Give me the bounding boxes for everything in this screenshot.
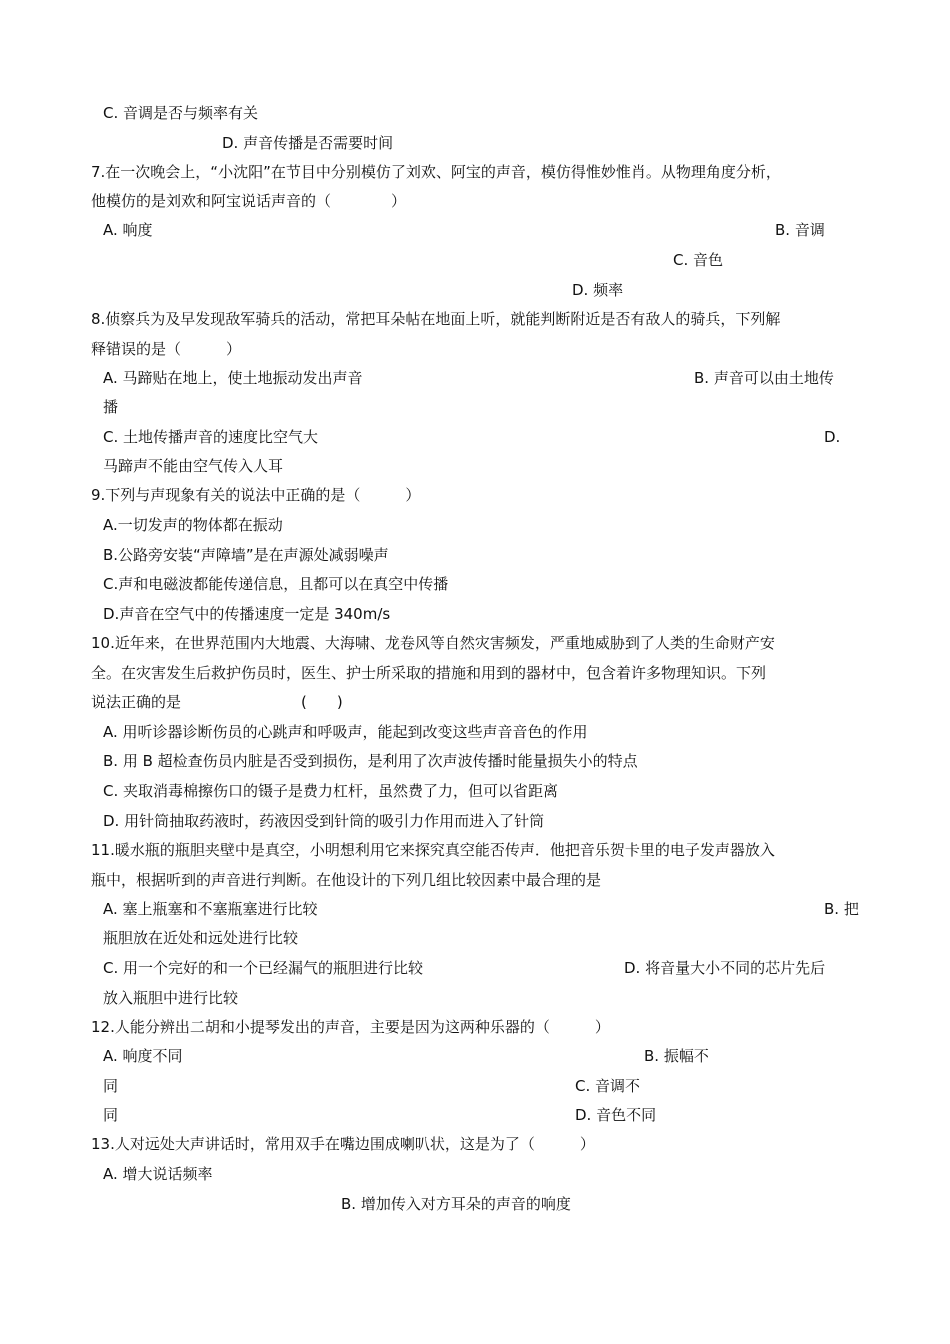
q12-option-b: B. 振幅不 bbox=[644, 1047, 709, 1065]
q13-option-a: A. 增大说话频率 bbox=[103, 1165, 213, 1183]
q9-stem: 9.下列与声现象有关的说法中正确的是（ ） bbox=[91, 486, 421, 504]
q10-stem-line2: 全。在灾害发生后救护伤员时，医生、护士所采取的措施和用到的器材中，包含着许多物理知识。下列 bbox=[91, 664, 767, 682]
q8-stem-line2: 释错误的是（ ） bbox=[91, 340, 242, 358]
q6-option-c: C. 音调是否与频率有关 bbox=[103, 104, 259, 122]
q9-option-c: C.声和电磁波都能传递信息，且都可以在真空中传播 bbox=[103, 575, 449, 593]
q7-option-a: A. 响度 bbox=[103, 221, 153, 239]
q8-option-c: C. 土地传播声音的速度比空气大 bbox=[103, 428, 319, 446]
q9-option-a: A.一切发声的物体都在振动 bbox=[103, 516, 283, 534]
q11-stem-line1: 11.暖水瓶的瓶胆夹壁中是真空，小明想利用它来探究真空能否传声．他把音乐贺卡里的电子发声器放入 bbox=[91, 841, 775, 859]
q10-option-d: D. 用针筒抽取药液时，药液因受到针筒的吸引力作用而进入了针筒 bbox=[103, 812, 545, 830]
q8-option-d-cont: 马蹄声不能由空气传入人耳 bbox=[103, 457, 284, 475]
q12-option-d: D. 音色不同 bbox=[575, 1106, 657, 1124]
q12-option-c-cont: 同 bbox=[103, 1106, 119, 1124]
q8-option-b-cont: 播 bbox=[103, 398, 119, 416]
q11-option-d: D. 将音量大小不同的芯片先后 bbox=[624, 959, 826, 977]
q12-stem: 12.人能分辨出二胡和小提琴发出的声音，主要是因为这两种乐器的（ ） bbox=[91, 1018, 610, 1036]
q10-option-b: B. 用 B 超检查伤员内脏是否受到损伤，是利用了次声波传播时能量损失小的特点 bbox=[103, 752, 638, 770]
q13-option-b: B. 增加传入对方耳朵的声音的响度 bbox=[341, 1195, 571, 1213]
q7-stem-line1: 7.在一次晚会上，“小沈阳”在节目中分别模仿了刘欢、阿宝的声音，模仿得惟妙惟肖。从物理角度分析， bbox=[91, 163, 781, 181]
q8-option-a: A. 马蹄贴在地上，使土地振动发出声音 bbox=[103, 369, 363, 387]
q7-option-d: D. 频率 bbox=[572, 281, 624, 299]
q7-option-c: C. 音色 bbox=[673, 251, 724, 269]
q10-stem-line1: 10.近年来，在世界范围内大地震、大海啸、龙卷风等自然灾害频发，严重地威胁到了人类的生命财产安 bbox=[91, 634, 775, 652]
q8-stem-line1: 8.侦察兵为及早发现敌军骑兵的活动，常把耳朵帖在地面上听，就能判断附近是否有敌人的骑兵，下列解 bbox=[91, 310, 781, 328]
q11-stem-line2: 瓶中，根据听到的声音进行判断。在他设计的下列几组比较因素中最合理的是 bbox=[91, 871, 602, 889]
q7-option-b: B. 音调 bbox=[775, 221, 825, 239]
q9-option-b: B.公路旁安装“声障墙”是在声源处减弱噪声 bbox=[103, 546, 389, 564]
q8-option-d: D. bbox=[824, 428, 841, 446]
q8-option-b: B. 声音可以由土地传 bbox=[694, 369, 834, 387]
q7-stem-line2: 他模仿的是刘欢和阿宝说话声音的（ ） bbox=[91, 192, 407, 210]
q11-option-c: C. 用一个完好的和一个已经漏气的瓶胆进行比较 bbox=[103, 959, 424, 977]
q10-option-c: C. 夹取消毒棉擦伤口的镊子是费力杠杆，虽然费了力，但可以省距离 bbox=[103, 782, 559, 800]
q12-option-a: A. 响度不同 bbox=[103, 1047, 183, 1065]
q12-option-c: C. 音调不 bbox=[575, 1077, 641, 1095]
q13-stem: 13.人对远处大声讲话时，常用双手在嘴边围成喇叭状，这是为了（ ） bbox=[91, 1135, 595, 1153]
q11-option-b-cont: 瓶胆放在近处和远处进行比较 bbox=[103, 929, 299, 947]
q6-option-d: D. 声音传播是否需要时间 bbox=[222, 134, 394, 152]
q9-option-d: D.声音在空气中的传播速度一定是 340m/s bbox=[103, 605, 391, 623]
q11-option-b: B. 把 bbox=[824, 900, 859, 918]
q10-stem-line3: 说法正确的是 ( ) bbox=[91, 693, 343, 711]
q10-option-a: A. 用听诊器诊断伤员的心跳声和呼吸声，能起到改变这些声音音色的作用 bbox=[103, 723, 588, 741]
q11-option-a: A. 塞上瓶塞和不塞瓶塞进行比较 bbox=[103, 900, 318, 918]
q12-option-b-cont: 同 bbox=[103, 1077, 119, 1095]
q11-option-d-cont: 放入瓶胆中进行比较 bbox=[103, 989, 239, 1007]
